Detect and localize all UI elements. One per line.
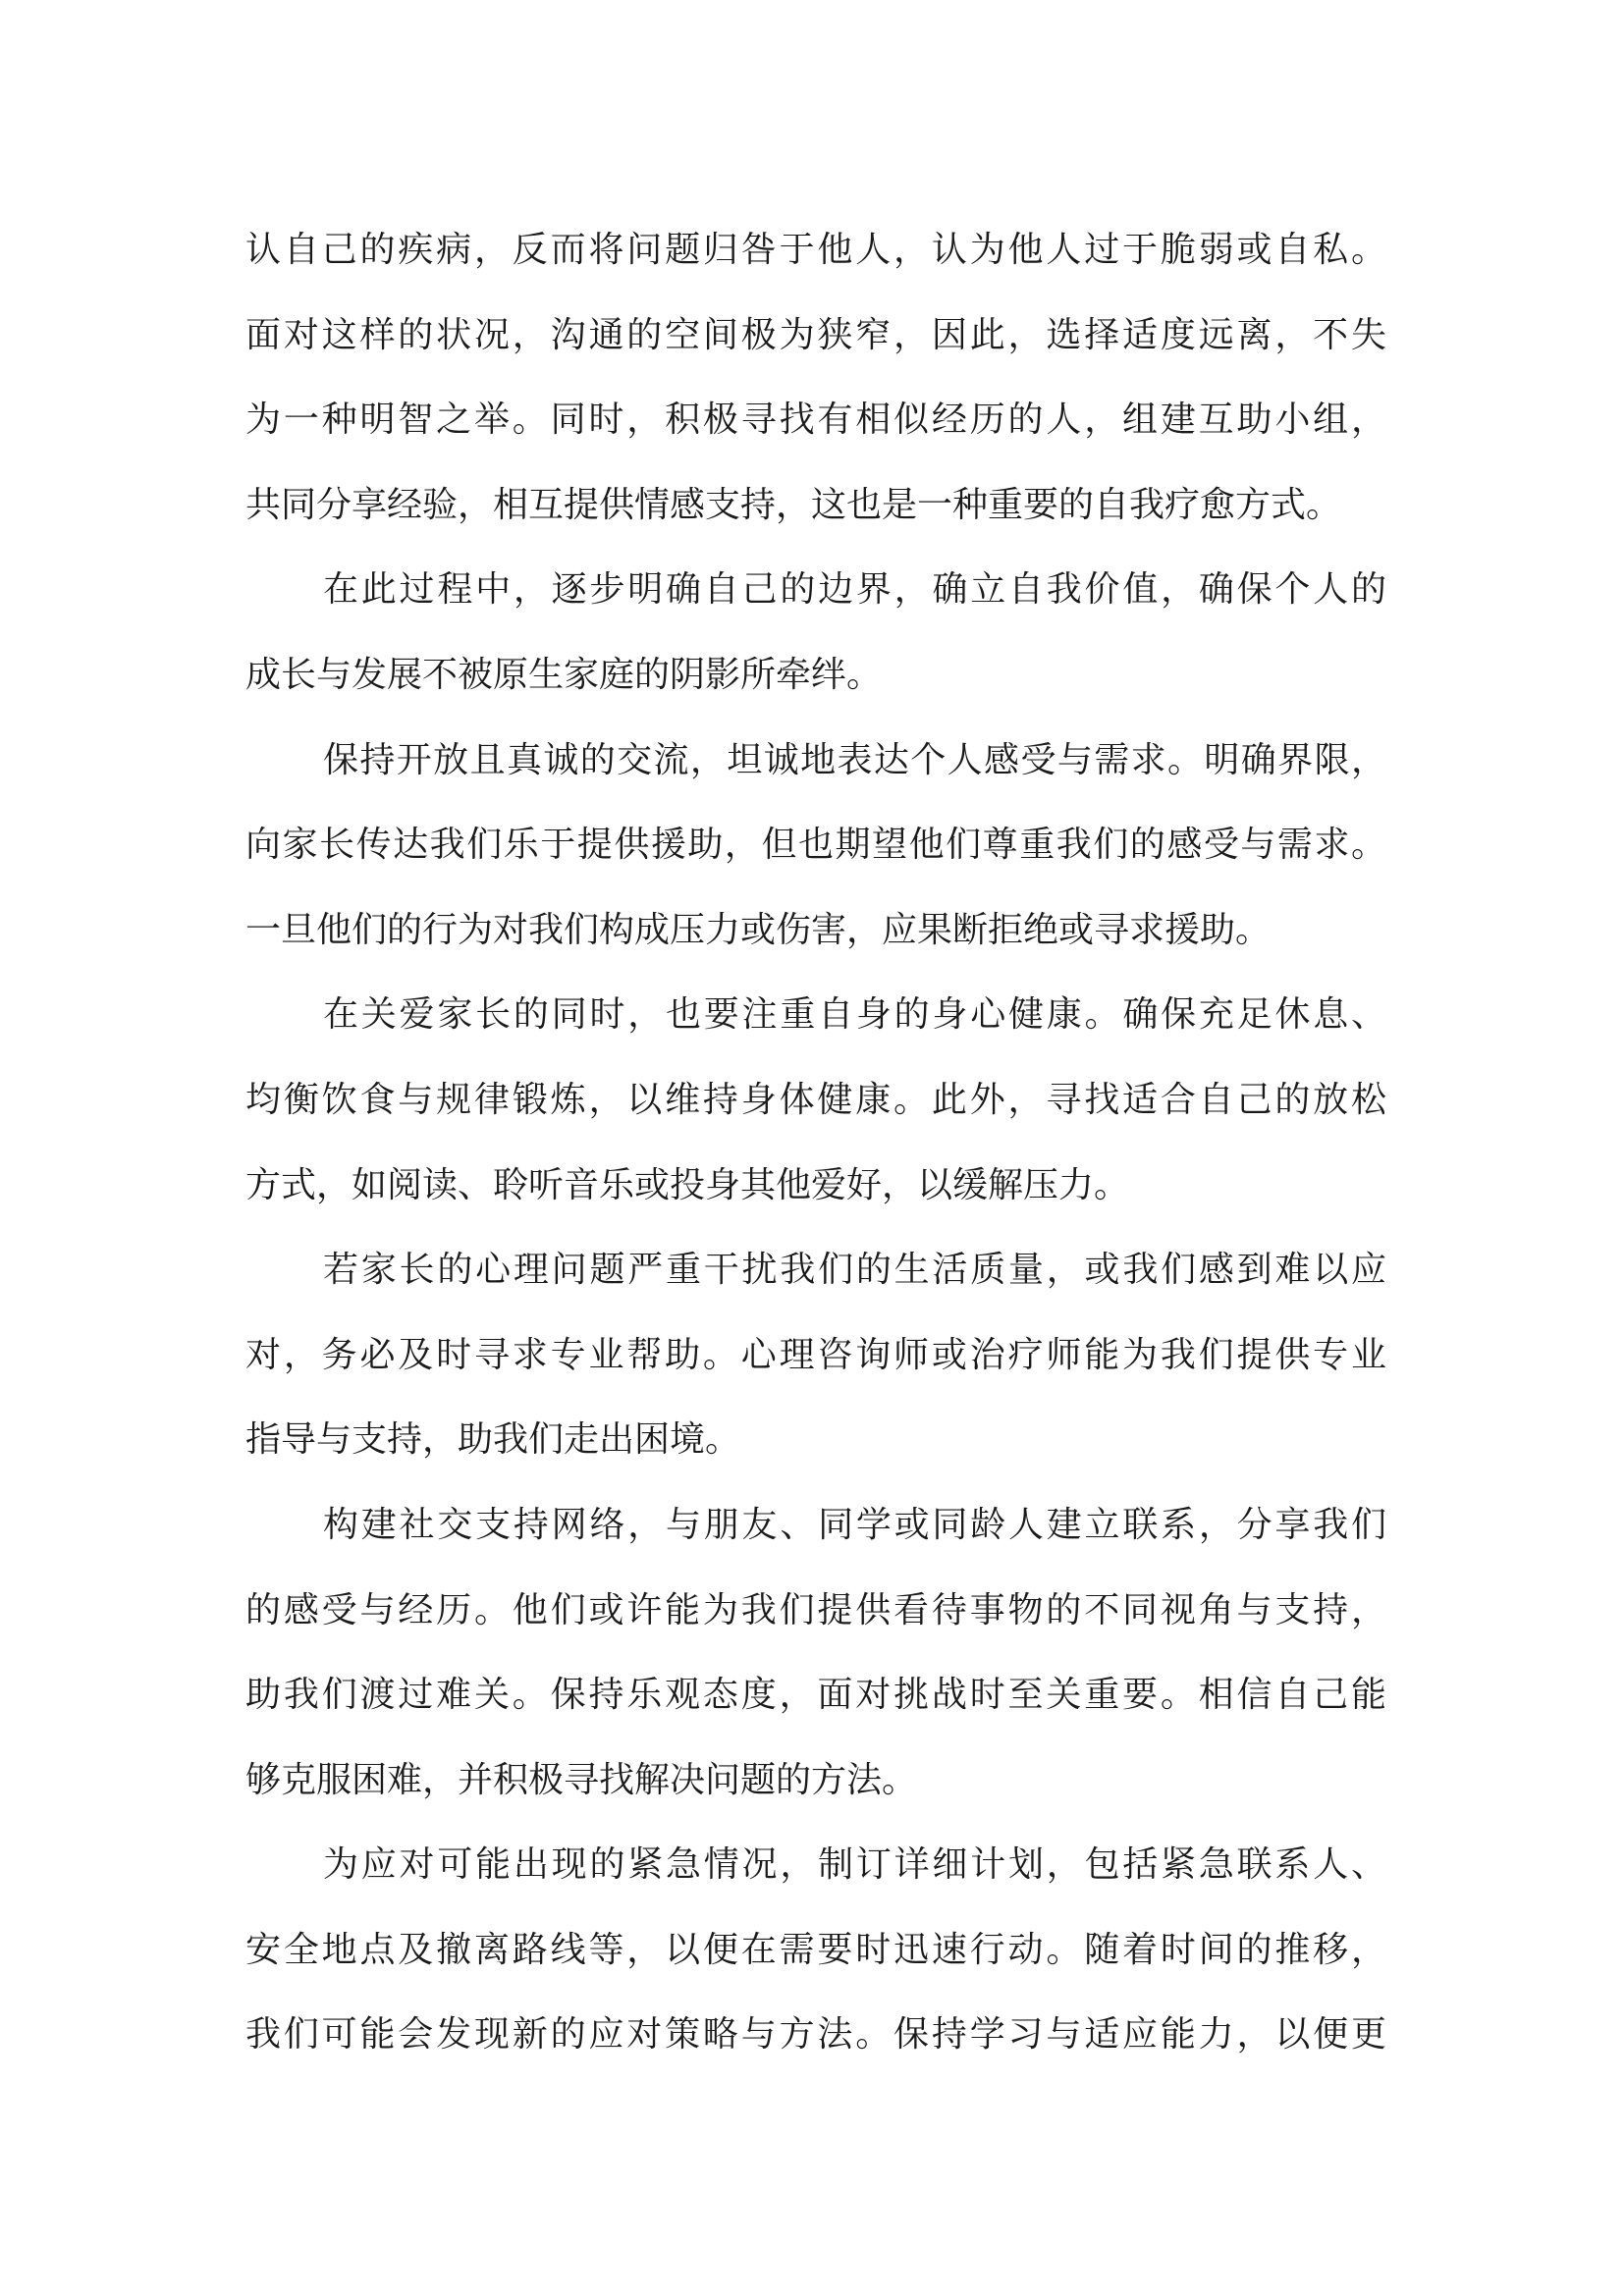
- text-line: 安全地点及撤离路线等，以便在需要时迅速行动。随着时间的推移，: [245, 1929, 1386, 1970]
- text-line: 为一种明智之举。同时，积极寻找有相似经历的人，组建互助小组，: [245, 400, 1386, 441]
- text-line: 向家长传达我们乐于提供援助，但也期望他们尊重我们的感受与需求。: [245, 825, 1386, 866]
- text-line: 指导与支持，助我们走出困境。: [245, 1419, 741, 1461]
- text-line: 对，务必及时寻求专业帮助。心理咨询师或治疗师能为我们提供专业: [245, 1334, 1386, 1375]
- text-line: 在此过程中，逐步明确自己的边界，确立自我价值，确保个人的: [323, 569, 1386, 611]
- text-line: 均衡饮食与规律锻炼，以维持身体健康。此外，寻找适合自己的放松: [245, 1079, 1386, 1120]
- text-line: 保持开放且真诚的交流，坦诚地表达个人感受与需求。明确界限，: [323, 739, 1386, 780]
- document-page: [245, 208, 1386, 2078]
- text-line: 助我们渡过难关。保持乐观态度，面对挑战时至关重要。相信自己能: [245, 1675, 1386, 1716]
- text-line: 我们可能会发现新的应对策略与方法。保持学习与适应能力，以便更: [245, 2014, 1386, 2056]
- text-line: 方式，如阅读、聆听音乐或投身其他爱好，以缓解压力。: [245, 1164, 1130, 1205]
- text-line: 共同分享经验，相互提供情感支持，这也是一种重要的自我疗愈方式。: [245, 484, 1342, 525]
- text-line: 在关爱家长的同时，也要注重自身的身心健康。确保充足休息、: [323, 994, 1386, 1036]
- text-line: 成长与发展不被原生家庭的阴影所牵绊。: [245, 654, 883, 695]
- text-line: 一旦他们的行为对我们构成压力或伤害，应果断拒绝或寻求援助。: [245, 909, 1272, 950]
- text-line: 构建社交支持网络，与朋友、同学或同龄人建立联系，分享我们: [323, 1504, 1386, 1545]
- text-line: 若家长的心理问题严重干扰我们的生活质量，或我们感到难以应: [323, 1250, 1386, 1291]
- text-line: 为应对可能出现的紧急情况，制订详细计划，包括紧急联系人、: [323, 1844, 1386, 1886]
- text-line: 认自己的疾病，反而将问题归咎于他人，认为他人过于脆弱或自私。: [245, 230, 1386, 270]
- text-line: 够克服困难，并积极寻找解决问题的方法。: [245, 1759, 918, 1800]
- text-line: 面对这样的状况，沟通的空间极为狭窄，因此，选择适度远离，不失: [245, 314, 1386, 355]
- text-line: 的感受与经历。他们或许能为我们提供看待事物的不同视角与支持，: [245, 1589, 1386, 1630]
